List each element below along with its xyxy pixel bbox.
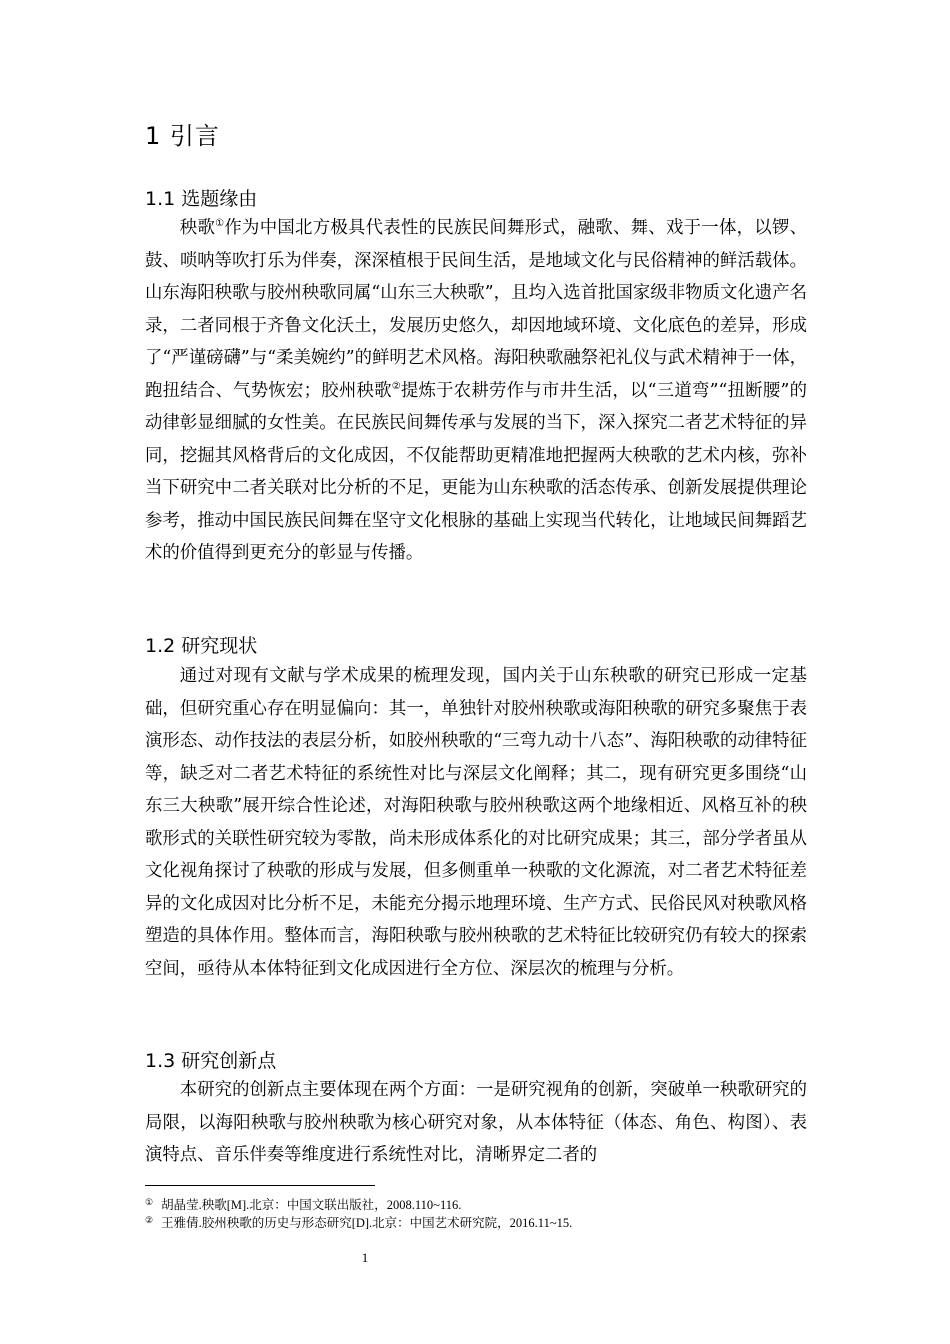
paragraph-text: 秧歌 (179, 218, 216, 238)
footnote-ref-1[interactable]: ① (215, 218, 225, 229)
page-number: 1 (361, 1250, 369, 1265)
footnote-mark: ② (145, 1215, 154, 1225)
footnote-ref-2[interactable]: ② (391, 380, 401, 392)
footnote-1 (145, 1194, 461, 1213)
section-paragraph-1-3: 本研究的创新点主要体现在两个方面：一是研究视角的创新，突破单一秧歌研究的局限，以海阳秧歌与胶州秧歌为核心研究对象，从本体特征（体态、角色、构图）、表演特点、音乐伴奏等维度进行系统性对比，清晰界定二者的 (145, 1080, 807, 1165)
footnote-2 (145, 1212, 572, 1231)
footnote-text: 王雅倩.胶州秧歌的历史与形态研究[D].北京：中国艺术研究院，2016.11~15. (161, 1216, 573, 1230)
footnote-mark: ① (145, 1197, 154, 1207)
footnote-separator (145, 1185, 375, 1186)
chapter-title: 1 引言 (145, 122, 220, 150)
footnote-text: 胡晶莹.秧歌[M].北京：中国文联出版社，2008.110~116. (161, 1198, 462, 1212)
section-paragraph-1-2: 通过对现有文献与学术成果的梳理发现，国内关于山东秧歌的研究已形成一定基础，但研究重心存在明显偏向：其一，单独针对胶州秧歌或海阳秧歌的研究多聚焦于表演形态、动作技法的表层分析，如胶州秧歌的“三弯九动十八态”、海阳秧歌的动律特征等，缺乏对二者艺术特征的系统性对比与深层文化阐释；其二，现有研究更多围绕“山东三大秧歌”展开综合性论述，对海阳秧歌与胶州秧歌这两个地缘相近、风格互补的秧歌形式的关联性研究较为零散，尚未形成体系化的对比研究成果；其三，部分学者虽从文化视角探讨了秧歌的形成与发展，但多侧重单一秧歌的文化源流，对二者艺术特征差异的文化成因对比分析不足，未能充分揭示地理环境、生产方式、民俗民风对秧歌风格塑造的具体作用。整体而言，海阳秧歌与胶州秧歌的艺术特征比较研究仍有较大的探索空间，亟待从本体特征到文化成因进行全方位、深层次的梳理与分析。 (145, 666, 807, 979)
section-heading-1-3: 1.3 研究创新点 (145, 1050, 277, 1072)
paragraph-text: 提炼于农耕劳作与市井生活，以“三道弯”“扭断腰”的动律彰显细腻的女性美。在民族民间舞传承与发展的当下，深入探究二者艺术特征的异同，挖掘其风格背后的文化成因，不仅能帮助更精准地把握两大秧歌的艺术内核，弥补当下研究中二者关联对比分析的不足，更能为山东秧歌的活态传承、创新发展提供理论参考，推动中国民族民间舞在坚守文化根脉的基础上实现当代转化，让地域民间舞蹈艺术的价值得到更充分的彰显与传播。 (145, 380, 807, 563)
section-heading-1-2: 1.2 研究现状 (145, 635, 258, 657)
section-paragraph-1-1 (145, 212, 807, 570)
paragraph-text: 作为中国北方极具代表性的民族民间舞形式，融歌、舞、戏于一体，以锣、鼓、唢呐等吹打乐为伴奏，深深植根于民间生活，是地域文化与民俗精神的鲜活载体。山东海阳秧歌与胶州秧歌同属“山东三大秧歌”，且均入选首批国家级非物质文化遗产名录，二者同根于齐鲁文化沃土，发展历史悠久，却因地域环境、文化底色的差异，形成了“严谨磅礴”与“柔美婉约”的鲜明艺术风格。海阳秧歌融祭祀礼仪与武术精神于一体，跑扭结合、气势恢宏；胶州秧歌 (145, 218, 807, 401)
section-heading-1-1: 1.1 选题缘由 (145, 188, 258, 210)
